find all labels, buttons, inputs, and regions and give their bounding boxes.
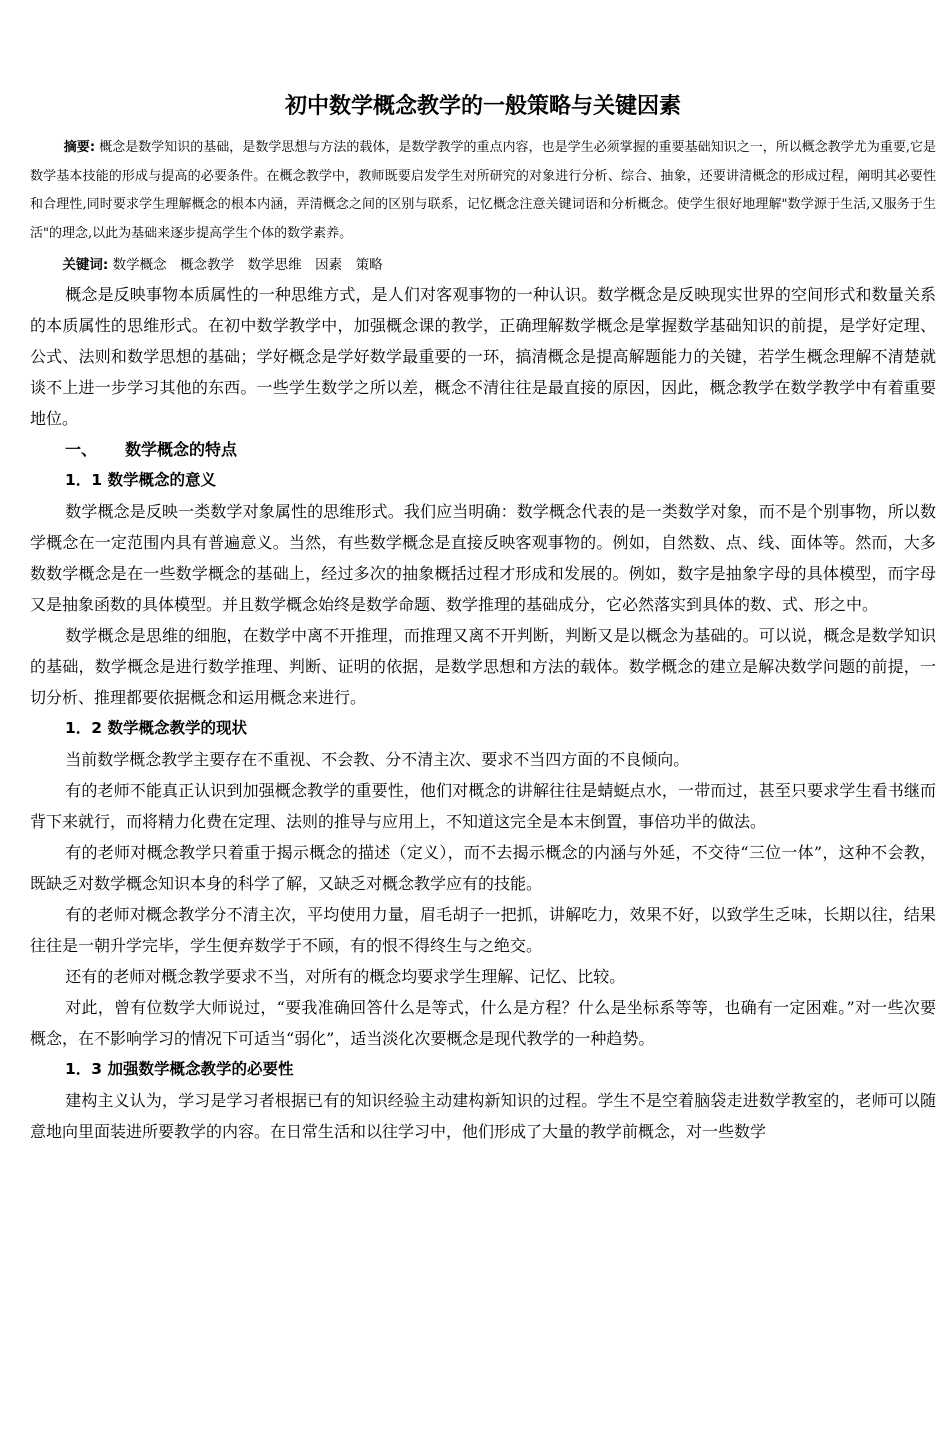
abstract-paragraph	[30, 134, 936, 248]
abstract-label: 摘要:	[63, 140, 96, 155]
paragraph: 数学概念是反映一类数学对象属性的思维形式。我们应当明确：数学概念代表的是一类数学对象，而不是个别事物，所以数学概念在一定范围内具有普遍意义。当然，有些数学概念是直接反映客观事物的。例如，自然数、点、线、面体等。然而，大多数数学概念是在一些数学概念的基础上，经过多次的抽象概括过程才形成和发展的。例如，数字是抽象字母的具体模型，而字母又是抽象函数的具体模型。并且数学概念始终是数学命题、数学推理的基础成分，它必然落实到具体的数、式、形之中。	[30, 502, 936, 614]
subsection-heading-1-2: 1．2 数学概念教学的现状	[65, 719, 247, 737]
document-body	[30, 92, 936, 1147]
intro-paragraph: 概念是反映事物本质属性的一种思维方式，是人们对客观事物的一种认识。数学概念是反映现实世界的空间形式和数量关系的本质属性的思维形式。在初中数学教学中，加强概念课的教学，正确理解数学概念是掌握数学基础知识的前提，是学好定理、公式、法则和数学思想的基础；学好概念是学好数学最重要的一环，搞清概念是提高解题能力的关键，若学生概念理解不清楚就谈不上进一步学习其他的东西。一些学生数学之所以差，概念不清往往是最直接的原因，因此，概念教学在数学教学中有着重要地位。	[30, 285, 936, 428]
subsection-heading-1-3: 1．3 加强数学概念教学的必要性	[65, 1060, 294, 1078]
section-number: 一、	[65, 440, 98, 459]
document-title: 初中数学概念教学的一般策略与关键因素	[284, 94, 681, 119]
paragraph: 当前数学概念教学主要存在不重视、不会教、分不清主次、要求不当四方面的不良倾向。	[65, 750, 690, 769]
keywords-label: 关键词:	[62, 257, 109, 273]
subsection-heading-1-1: 1．1 数学概念的意义	[65, 471, 216, 489]
paragraph: 还有的老师对概念教学要求不当，对所有的概念均要求学生理解、记忆、比较。	[65, 967, 626, 986]
keywords-paragraph	[30, 251, 936, 279]
abstract-text: 概念是数学知识的基础，是数学思想与方法的载体，是数学教学的重点内容，也是学生必须掌握的重要基础知识之一，所以概念教学尤为重要,它是数学基本技能的形成与提高的必要条件。在概念教学中，教师既要启发学生对所研究的对象进行分析、综合、抽象，还要讲清概念的形成过程，阐明其必要性和合理性,同时要求学生理解概念的根本内涵，弄清概念之间的区别与联系，记忆概念注意关键词语和分析概念。使学生很好地理解"数学源于生活,又服务于生活"的理念,以此为基础来逐步提高学生个体的数学素养。	[30, 140, 937, 241]
paragraph: 有的老师对概念教学只着重于揭示概念的描述（定义），而不去揭示概念的内涵与外延，不交待“三位一体”，这种不会教，既缺乏对数学概念知识本身的科学了解，又缺乏对概念教学应有的技能。	[30, 843, 936, 893]
paragraph: 对此，曾有位数学大师说过，“要我准确回答什么是等式，什么是方程？什么是坐标系等等，也确有一定困难。”对一些次要概念，在不影响学习的情况下可适当“弱化”，适当淡化次要概念是现代教学的一种趋势。	[30, 998, 936, 1048]
paragraph: 有的老师对概念教学分不清主次，平均使用力量，眉毛胡子一把抓，讲解吃力，效果不好，以致学生乏味，长期以往，结果往往是一朝升学完毕，学生便弃数学于不顾，有的恨不得终生与之绝交。	[30, 905, 936, 955]
paragraph: 数学概念是思维的细胞，在数学中离不开推理，而推理又离不开判断，判断又是以概念为基础的。可以说，概念是数学知识的基础，数学概念是进行数学推理、判断、证明的依据，是数学思想和方法的载体。数学概念的建立是解决数学问题的前提，一切分析、推理都要依据概念和运用概念来进行。	[30, 626, 936, 707]
paragraph: 建构主义认为，学习是学习者根据已有的知识经验主动建构新知识的过程。学生不是空着脑袋走进数学教室的，老师可以随意地向里面装进所要教学的内容。在日常生活和以往学习中，他们形成了大量的教学前概念，对一些数学	[30, 1091, 936, 1141]
keywords-text: 数学概念 概念教学 数学思维 因素 策略	[112, 257, 383, 273]
section-heading-1	[30, 434, 936, 465]
paragraph: 有的老师不能真正认识到加强概念教学的重要性，他们对概念的讲解往往是蜻蜓点水，一带而过，甚至只要求学生看书继而背下来就行，而将精力化费在定理、法则的推导与应用上，不知道这完全是本末倒置，事倍功半的做法。	[30, 781, 936, 831]
section-title: 数学概念的特点	[125, 440, 238, 459]
